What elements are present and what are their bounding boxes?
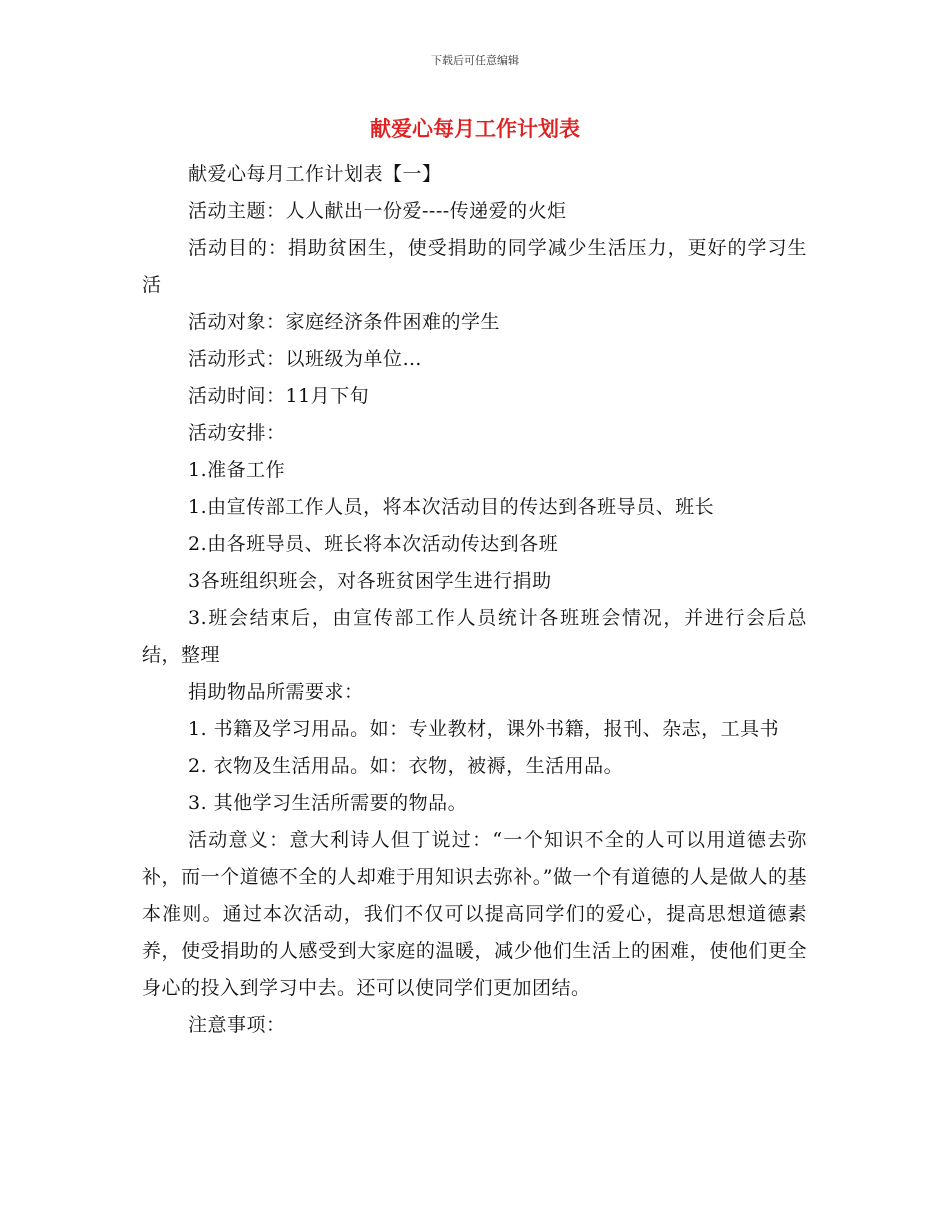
paragraph: 注意事项： [188,1014,286,1036]
paragraph: 2. 衣物及生活用品。如：衣物，被褥，生活用品。 [188,755,624,777]
paragraph: 活动对象：家庭经济条件困难的学生 [188,311,501,333]
paragraph: 3. 其他学习生活所需要的物品。 [188,792,468,814]
paragraph: 2.由各班导员、班长将本次活动传达到各班 [188,533,559,555]
paragraph: 献爱心每月工作计划表【一】 [188,163,442,185]
header-note: 下载后可任意编辑 [431,54,519,67]
paragraph: 活动安排： [188,422,286,444]
paragraph: 活动主题：人人献出一份爱----传递爱的火炬 [188,200,567,222]
document-body [142,156,807,1044]
paragraph: 活动时间：11月下旬 [188,385,370,407]
paragraph: 1. 书籍及学习用品。如：专业教材，课外书籍，报刊、杂志，工具书 [188,718,780,740]
paragraph: 1.由宣传部工作人员，将本次活动目的传达到各班导员、班长 [188,496,715,518]
paragraph: 3.班会结束后，由宣传部工作人员统计各班班会情况，并进行会后总结，整理 [142,607,807,666]
paragraph: 活动目的：捐助贫困生，使受捐助的同学减少生活压力，更好的学习生活 [142,237,807,296]
paragraph: 活动意义：意大利诗人但丁说过：“一个知识不全的人可以用道德去弥补，而一个道德不全的人却难于用知识去弥补。”做一个有道德的人是做人的基本准则。通过本次活动，我们不仅可以提高同学们的爱心，提高思想道德素养，使受捐助的人感受到大家庭的温暖，减少他们生活上的困难，使他们更全身心的投入到学习中去。还可以使同学们更加团结。 [142,829,807,999]
paragraph: 活动形式：以班级为单位… [188,348,423,370]
paragraph: 1.准备工作 [188,459,286,481]
paragraph: 3各班组织班会，对各班贫困学生进行捐助 [188,570,552,592]
paragraph: 捐助物品所需要求： [188,681,364,703]
document-title: 献爱心每月工作计划表 [370,117,580,141]
